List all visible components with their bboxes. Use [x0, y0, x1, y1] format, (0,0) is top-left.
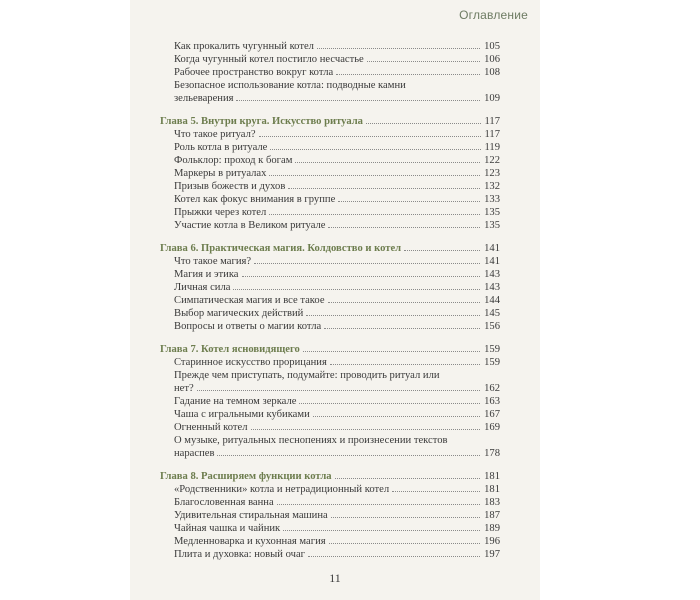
toc-entry: Магия и этика 143: [174, 269, 500, 280]
toc-entry: Как прокалить чугунный котел 105: [174, 41, 500, 52]
toc-entry-multiline: Безопасное использование котла: подводные камни зельеварения 109: [174, 80, 500, 104]
toc-entry: Котел как фокус внимания в группе 133: [174, 194, 500, 205]
toc-entry: Рабочее пространство вокруг котла 108: [174, 67, 500, 78]
chapter-heading: Глава 8. Расширяем функции котла 181: [160, 471, 500, 482]
table-of-contents: [160, 40, 500, 561]
chapter-heading: Глава 7. Котел ясновидящего 159: [160, 344, 500, 355]
toc-entry: Чайная чашка и чайник 189: [174, 523, 500, 534]
page-number: 11: [329, 571, 341, 585]
chapter-heading: Глава 6. Практическая магия. Колдовство и котел 141: [160, 243, 500, 254]
toc-entry: Личная сила 143: [174, 282, 500, 293]
toc-entry: Огненный котел 169: [174, 422, 500, 433]
toc-entry: Симпатическая магия и все такое 144: [174, 295, 500, 306]
toc-entry-multiline: О музыке, ритуальных песнопениях и произнесении текстов нараспев 178: [174, 435, 500, 459]
running-header: Оглавление: [459, 8, 528, 22]
toc-entry: Гадание на темном зеркале 163: [174, 396, 500, 407]
toc-entry: Когда чугунный котел постигло несчастье 106: [174, 54, 500, 65]
toc-entry: Плита и духовка: новый очаг 197: [174, 549, 500, 560]
chapter-heading: Глава 5. Внутри круга. Искусство ритуала 117: [160, 116, 500, 127]
toc-entry: Старинное искусство прорицания 159: [174, 357, 500, 368]
toc-entry-multiline: Прежде чем приступать, подумайте: проводить ритуал или нет? 162: [174, 370, 500, 394]
toc-entry: Роль котла в ритуале 119: [174, 142, 500, 153]
toc-entry: Маркеры в ритуалах 123: [174, 168, 500, 179]
toc-entry: Что такое магия? 141: [174, 256, 500, 267]
toc-entry: Фольклор: проход к богам 122: [174, 155, 500, 166]
toc-entry: Прыжки через котел 135: [174, 207, 500, 218]
toc-entry: «Родственники» котла и нетрадиционный котел 181: [174, 484, 500, 495]
toc-entry: Благословенная ванна 183: [174, 497, 500, 508]
book-page: [130, 0, 540, 600]
toc-entry: Медленноварка и кухонная магия 196: [174, 536, 500, 547]
toc-entry: Вопросы и ответы о магии котла 156: [174, 321, 500, 332]
toc-entry: Выбор магических действий 145: [174, 308, 500, 319]
toc-entry: Призыв божеств и духов 132: [174, 181, 500, 192]
toc-entry: Участие котла в Великом ритуале 135: [174, 220, 500, 231]
toc-entry: Удивительная стиральная машина 187: [174, 510, 500, 521]
toc-entry: Что такое ритуал? 117: [174, 129, 500, 140]
toc-entry: Чаша с игральными кубиками 167: [174, 409, 500, 420]
